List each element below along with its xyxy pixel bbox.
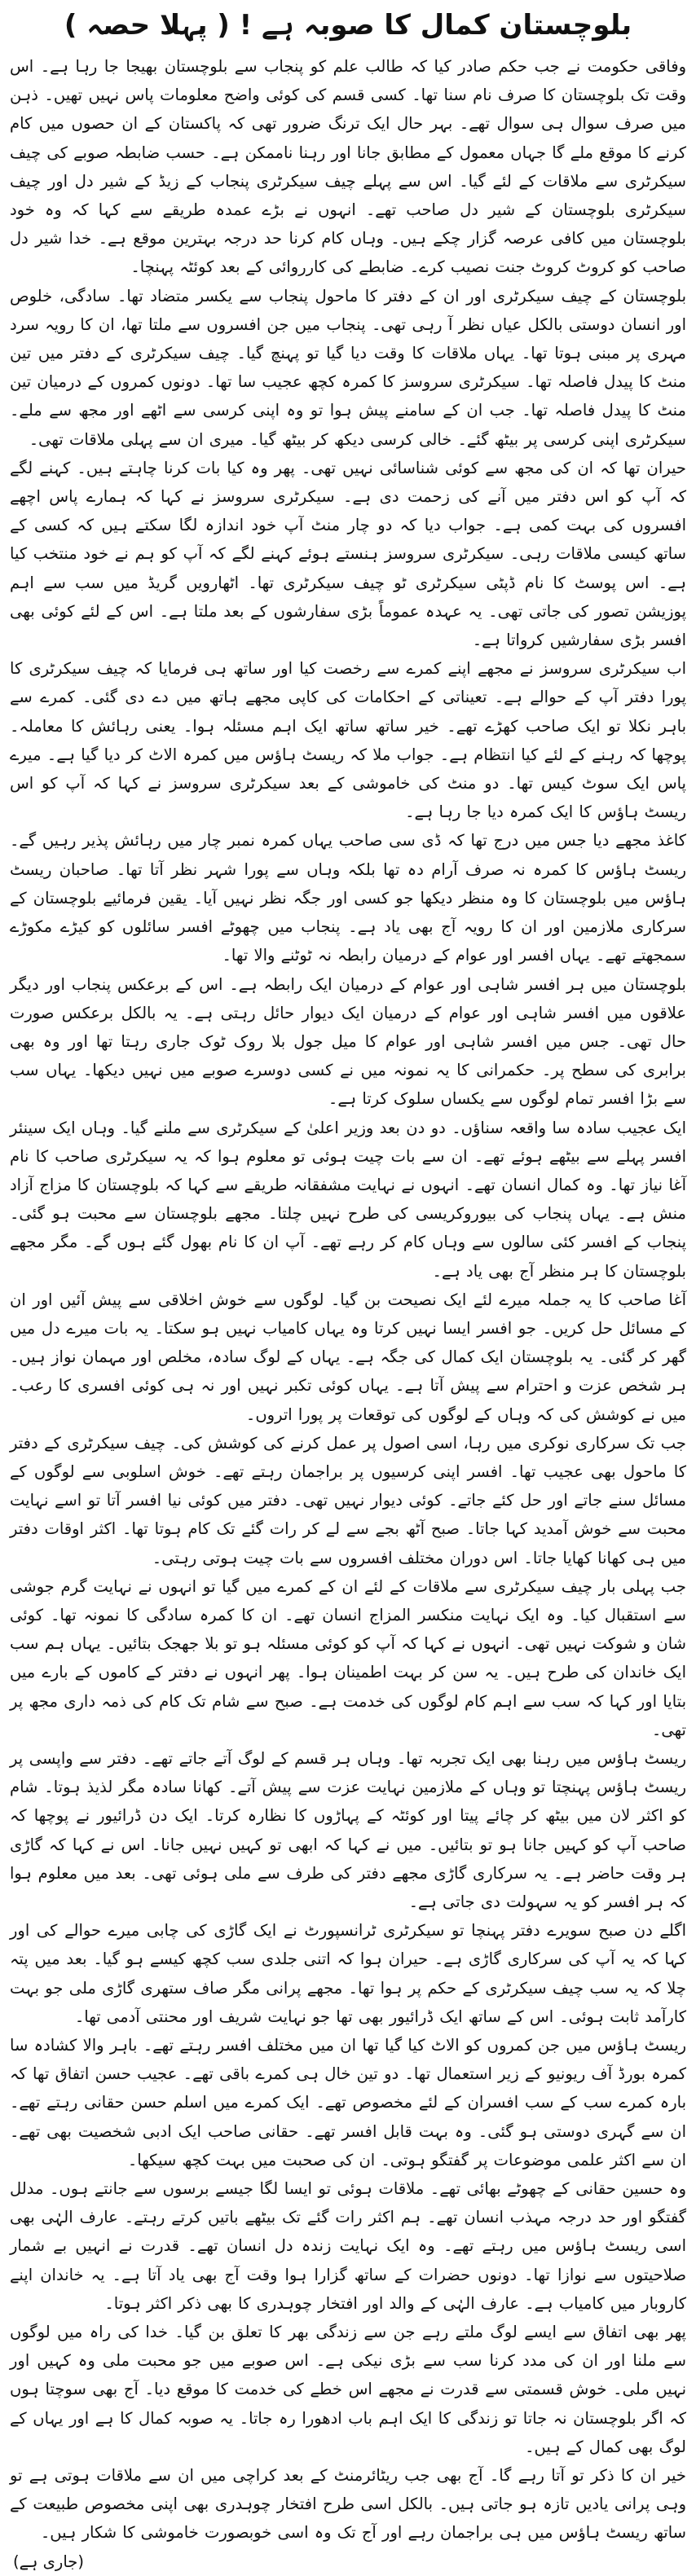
article-paragraph: وفاقی حکومت نے جب حکم صادر کیا کہ طالب علم کو پنجاب سے بلوچستان بھیجا جا رہا ہے۔ اس وقت تک بلوچستان کا صرف نام سنا تھا۔ کسی قسم کی کوئی واضح معلومات پاس نہیں تھیں۔ ذہن میں صرف سوال ہی سوال تھے۔ بہر حال ایک ترنگ ضرور تھی کہ پاکستان کے ان حصوں میں کام کرنے کا موقع ملے گا جہاں معمول کے مطابق جانا اور رہنا ناممکن ہے۔ حسب ضابطہ صوبے کی چیف سیکرٹری سے ملاقات کے لئے گیا۔ اس سے پہلے چیف سیکرٹری پنجاب کے زیڈ کے شیر دل اور چیف سیکرٹری بلوچستان کے شیر دل صاحب تھے۔ انہوں نے بڑے عمدہ طریقے سے کہا کہ وہ خود بلوچستان میں کافی عرصہ گزار چکے ہیں۔ وہاں کام کرنا حد درجہ بہترین موقع ہے۔ خدا شیر دل صاحب کو کروٹ کروٹ جنت نصیب کرے۔ ضابطے کی کارروائی کے بعد کوئٹہ پہنچا۔ (10, 57, 686, 277)
article-paragraph: ریسٹ ہاؤس میں جن کمروں کو الاٹ کیا گیا تھا ان میں مختلف افسر رہتے تھے۔ باہر والا کشادہ سا کمرہ بورڈ آف ریونیو کے زیر استعمال تھا۔ دو تین خال ہی کمرے باقی تھے۔ عجیب حسن اتفاق تھا کہ بارہ کمرے سب کے سب افسران کے لئے مخصوص تھے۔ ایک کمرے میں اسلم حسن حقانی رہتے تھے۔ ان سے گہری دوستی ہو گئی۔ وہ بہت قابل افسر تھے۔ حقانی صاحب ایک ادبی شخصیت بھی تھے۔ ان سے اکثر علمی موضوعات پر گفتگو ہوتی۔ ان کی صحبت میں بہت کچھ سیکھا۔ (10, 2036, 686, 2169)
article-paragraph: جب تک سرکاری نوکری میں رہا، اسی اصول پر عمل کرنے کی کوشش کی۔ چیف سیکرٹری کے دفتر کا ماحول بھی عجیب تھا۔ افسر اپنی کرسیوں پر براجمان رہتے تھے۔ خوش اسلوبی سے لوگوں کے مسائل سنے جاتے اور حل کئے جاتے۔ کوئی دیوار نہیں تھی۔ دفتر میں کوئی نیا افسر آتا تو اسے نہایت محبت سے خوش آمدید کہا جاتا۔ صبح آٹھ بجے سے لے کر رات گئے تک کام ہوتا تھا۔ اکثر اوقات دفتر میں ہی کھانا کھایا جاتا۔ اس دوران مختلف افسروں سے بات چیت ہوتی رہتی۔ (10, 1433, 686, 1567)
article-paragraph: جب پہلی بار چیف سیکرٹری سے ملاقات کے لئے ان کے کمرے میں گیا تو انہوں نے نہایت گرم جوشی سے استقبال کیا۔ وہ ایک نہایت منکسر المزاج انسان تھے۔ ان کا کمرہ سادگی کا نمونہ تھا۔ کوئی شان و شوکت نہیں تھی۔ انہوں نے کہا کہ آپ کو کوئی مسئلہ ہو تو بلا جھجک بتائیں۔ یہاں ہم سب ایک خاندان کی طرح ہیں۔ یہ سن کر بہت اطمینان ہوا۔ پھر انہوں نے دفتر کے کاموں کے بارے میں بتایا اور کہا کہ سب سے اہم کام لوگوں کی خدمت ہے۔ صبح سے شام تک کام کی ذمہ داری مجھ پر تھی۔ (10, 1576, 686, 1739)
article-headline: بلوچستان کمال کا صوبہ ہے ! ( پہلا حصہ ) (64, 9, 632, 42)
article-paragraph: وہ حسین حقانی کے چھوٹے بھائی تھے۔ ملاقات ہوئی تو ایسا لگا جیسے برسوں سے جانتے ہوں۔ مدلل گفتگو اور حد درجہ مہذب انسان تھے۔ ہم اکثر رات گئے تک بیٹھے باتیں کرتے رہتے۔ عارف الہٰی بھی اسی ریسٹ ہاؤس میں رہتے تھے۔ وہ ایک نہایت زندہ دل انسان تھے۔ قدرت نے انہیں بے شمار صلاحیتوں سے نوازا تھا۔ دونوں حضرات کے ساتھ گزارا ہوا وقت آج بھی یاد آتا ہے۔ یہ خاندان اپنے کاروبار میں کامیاب ہے۔ عارف الہٰی کے والد اور افتخار چوہدری کا بھی ذکر اکثر ہوتا۔ (10, 2179, 686, 2313)
article-paragraph: اگلے دن صبح سویرے دفتر پہنچا تو سیکرٹری ٹرانسپورٹ نے ایک گاڑی کی چابی میرے حوالے کی اور کہا کہ یہ آپ کی سرکاری گاڑی ہے۔ حیران ہوا کہ اتنی جلدی سب کچھ کیسے ہو گیا۔ بعد میں پتہ چلا کہ یہ سب چیف سیکرٹری کے حکم پر ہوا تھا۔ مجھے پرانی مگر صاف ستھری گاڑی ملی جو بہت کارآمد ثابت ہوئی۔ اس کے ساتھ ایک ڈرائیور بھی تھا جو نہایت شریف اور محنتی آدمی تھا۔ (10, 1921, 686, 2026)
article-paragraph: آغا صاحب کا یہ جملہ میرے لئے ایک نصیحت بن گیا۔ لوگوں سے خوش اخلاقی سے پیش آئیں اور ان کے مسائل حل کریں۔ جو افسر ایسا نہیں کرتا وہ یہاں کامیاب نہیں ہو سکتا۔ یہ بات میرے دل میں گھر کر گئی۔ یہ بلوچستان ایک کمال کی جگہ ہے۔ یہاں کے لوگ سادہ، مخلص اور مہمان نواز ہیں۔ ہر شخص عزت و احترام سے پیش آتا ہے۔ یہاں کوئی تکبر نہیں اور نہ ہی کوئی افسری کا رعب۔ میں نے کوشش کی کہ وہاں کے لوگوں کی توقعات پر پورا اتروں۔ (10, 1290, 686, 1424)
article-paragraph: کاغذ مجھے دیا جس میں درج تھا کہ ڈی سی صاحب یہاں کمرہ نمبر چار میں رہائش پذیر رہیں گے۔ ریسٹ ہاؤس کا کمرہ نہ صرف آرام دہ تھا بلکہ وہاں سے پورا شہر نظر آتا تھا۔ صاحبان ریسٹ ہاؤس میں بلوچستان کا وہ منظر دیکھا جو کسی اور جگہ نظر نہیں آیا۔ یقین فرمائیے بلوچستان کے سرکاری ملازمین اور ان کا رویہ آج بھی یاد ہے۔ پنجاب میں چھوٹے افسر سائلوں کو کیڑے مکوڑے سمجھتے تھے۔ یہاں افسر اور عوام کے درمیان رابطہ نہ ٹوٹنے والا تھا۔ (10, 831, 686, 965)
article-paragraph: بلوچستان میں ہر افسر شاہی اور عوام کے درمیان ایک رابطہ ہے۔ اس کے برعکس پنجاب اور دیگر علاقوں میں افسر شاہی اور عوام کے درمیان ایک دیوار حائل رہتی ہے۔ یہ بالکل برعکس صورت حال تھی۔ جس میں افسر شاہی اور عوام کا میل جول بلا روک ٹوک جاری رہتا تھا اور وہ بھی برابری کی سطح پر۔ حکمرانی کا یہ نمونہ میں نے کسی دوسرے صوبے میں نہیں دیکھا۔ یہاں سب سے بڑا افسر تمام لوگوں سے یکساں سلوک کرتا ہے۔ (10, 974, 686, 1109)
continued-note: (جاری ہے) (13, 2552, 84, 2571)
article-paragraph: اب سیکرٹری سروسز نے مجھے اپنے کمرے سے رخصت کیا اور ساتھ ہی فرمایا کہ چیف سیکرٹری کا پورا دفتر آپ کے حوالے ہے۔ تعیناتی کے احکامات کی کاپی مجھے ہاتھ میں دے دی گئی۔ کمرے سے باہر نکلا تو ایک صاحب کھڑے تھے۔ خیر ساتھ ساتھ ایک اہم مسئلہ ہوا۔ یعنی رہائش کا معاملہ۔ پوچھا کہ رہنے کے لئے کیا انتظام ہے۔ جواب ملا کہ ریسٹ ہاؤس میں کمرہ الاٹ کر دیا گیا ہے۔ میرے پاس ایک سوٹ کیس تھا۔ دو منٹ کی خاموشی کے بعد سیکرٹری سروسز نے کہا کہ آپ کو اس ریسٹ ہاؤس کا ایک کمرہ دیا جا رہا ہے۔ (10, 659, 686, 822)
article-paragraph: ریسٹ ہاؤس میں رہنا بھی ایک تجربہ تھا۔ وہاں ہر قسم کے لوگ آتے جاتے تھے۔ دفتر سے واپسی پر ریسٹ ہاؤس پہنچتا تو وہاں کے ملازمین نہایت عزت سے پیش آتے۔ کھانا سادہ مگر لذیذ ہوتا۔ شام کو اکثر لان میں بیٹھ کر چائے پیتا اور کوئٹہ کے پہاڑوں کا نظارہ کرتا۔ ایک دن ڈرائیور نے پوچھا کہ صاحب آپ کو کہیں جانا ہو تو بتائیں۔ میں نے کہا کہ ابھی تو کہیں نہیں جانا۔ اس نے کہا کہ گاڑی ہر وقت حاضر ہے۔ یہ سرکاری گاڑی مجھے دفتر کی طرف سے ملی ہوئی تھی۔ بعد میں معلوم ہوا کہ ہر افسر کو یہ سہولت دی جاتی ہے۔ (10, 1748, 686, 1911)
article-body (10, 52, 686, 2547)
article-paragraph: پھر بھی اتفاق سے ایسے لوگ ملتے رہے جن سے زندگی بھر کا تعلق بن گیا۔ خدا کی راہ میں لوگوں سے ملنا اور ان کی مدد کرنا سب سے بڑی نیکی ہے۔ اس صوبے میں جو محبت ملی وہ کہیں اور نہیں ملی۔ خوش قسمتی سے قدرت نے مجھے اس خطے کی خدمت کا موقع دیا۔ آج بھی سوچتا ہوں کہ اگر بلوچستان نہ جاتا تو زندگی کا ایک اہم باب ادھورا رہ جاتا۔ یہ صوبہ کمال کا ہے اور یہاں کے لوگ بھی کمال کے ہیں۔ (10, 2323, 686, 2456)
article-paragraph: خیر ان کا ذکر تو آتا رہے گا۔ آج بھی جب ریٹائرمنٹ کے بعد کراچی میں ان سے ملاقات ہوتی ہے تو وہی پرانی یادیں تازہ ہو جاتی ہیں۔ بالکل اسی طرح افتخار چوہدری بھی اپنی مخصوص طبیعت کے ساتھ ریسٹ ہاؤس میں ہی براجمان رہے اور آج تک وہ اسی خوبصورت خاموشی کا شکار ہیں۔ (10, 2466, 686, 2543)
article-paragraph: حیران تھا کہ ان کی مجھ سے کوئی شناسائی نہیں تھی۔ پھر وہ کیا بات کرنا چاہتے ہیں۔ کہنے لگے کہ آپ کو اس دفتر میں آنے کی زحمت دی ہے۔ سیکرٹری سروسز نے کہا کہ ہمارے پاس اچھے افسروں کی بہت کمی ہے۔ جواب دیا کہ دو چار منٹ آپ خود اندازہ لگا سکتے ہیں کہ کسی کے ساتھ کیسی ملاقات رہی۔ سیکرٹری سروسز ہنستے ہوئے کہنے لگے کہ آپ کو ہم نے خود منتخب کیا ہے۔ اس پوسٹ کا نام ڈپٹی سیکرٹری ٹو چیف سیکرٹری تھا۔ اٹھارویں گریڈ میں سب سے اہم پوزیشن تصور کی جاتی تھی۔ یہ عہدہ عموماً بڑی سفارشوں کے بعد ملتا ہے۔ اس کے لئے کوئی بھی افسر بڑی سفارشیں کرواتا ہے۔ (10, 458, 686, 650)
article-paragraph: بلوچستان کے چیف سیکرٹری اور ان کے دفتر کا ماحول پنجاب سے یکسر متضاد تھا۔ سادگی، خلوص اور انسان دوستی بالکل عیاں نظر آ رہی تھی۔ پنجاب میں جن افسروں سے ملتا تھا، ان کا رویہ سرد مہری پر مبنی ہوتا تھا۔ یہاں ملاقات کا وقت دیا گیا تو پہنچ گیا۔ چیف سیکرٹری کے دفتر میں تین منٹ کا پیدل فاصلہ تھا۔ سیکرٹری سروسز کا کمرہ کچھ عجیب سا تھا۔ دونوں کمروں کے درمیان تین منٹ کا پیدل فاصلہ تھا۔ جب ان کے سامنے پیش ہوا تو وہ اپنی کرسی سے اٹھے اور مجھ سے ملے۔ سیکرٹری اپنی کرسی پر بیٹھ گئے۔ خالی کرسی دیکھ کر بیٹھ گیا۔ میری ان سے پہلی ملاقات تھی۔ (10, 286, 686, 449)
article-paragraph: ایک عجیب سادہ سا واقعہ سناؤں۔ دو دن بعد وزیر اعلیٰ کے سیکرٹری سے ملنے گیا۔ وہاں ایک سینئر افسر پہلے سے بیٹھے ہوئے تھے۔ ان سے بات چیت ہوئی تو معلوم ہوا کہ یہ سیکرٹری صاحب کا نام آغا نیاز تھا۔ وہ کمال انسان تھے۔ انہوں نے نہایت مشفقانہ طریقے سے کہا کہ بلوچستان کا مزاج آزاد منش ہے۔ یہاں پنجاب کی بیوروکریسی کی طرح نہیں چلتا۔ مجھے بلوچستان سے محبت ہو گئی۔ پنجاب کے افسر کئی سالوں سے وہاں کام کر رہے تھے۔ آپ ان کا نام بھول گئے ہوں گے۔ مگر مجھے بلوچستان کا ہر منظر آج بھی یاد ہے۔ (10, 1118, 686, 1281)
